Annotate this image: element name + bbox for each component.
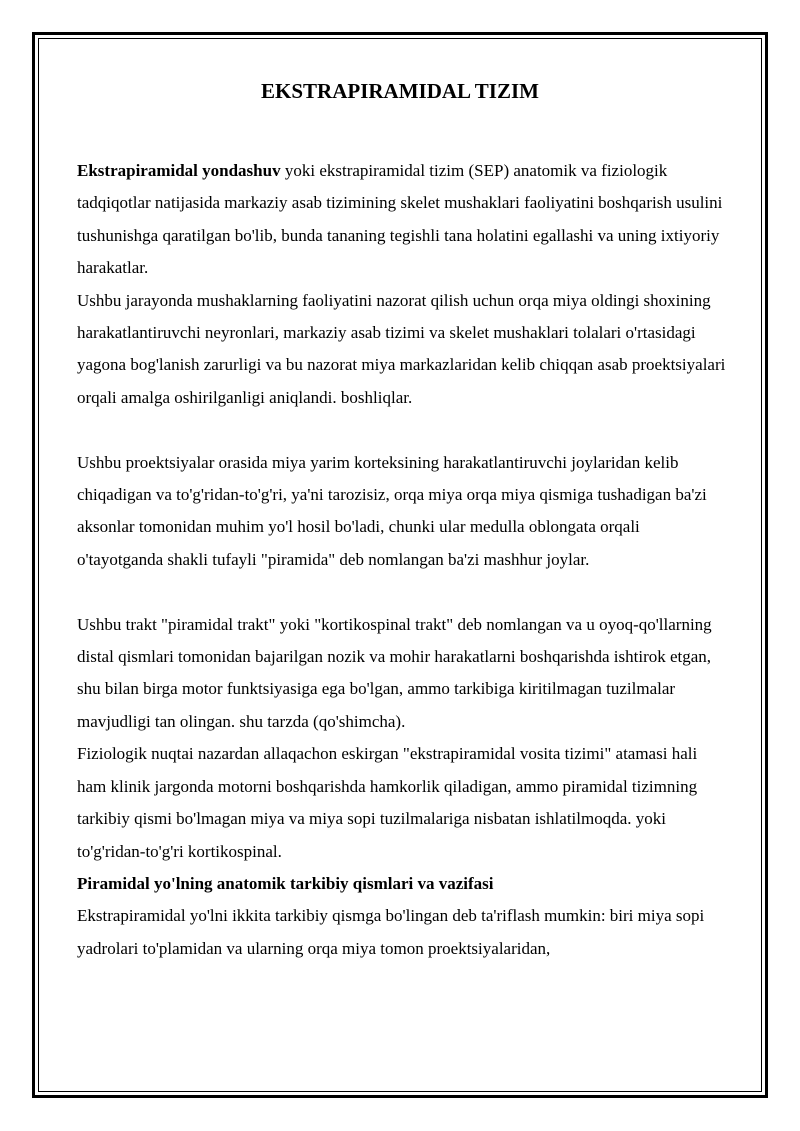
paragraph-gap xyxy=(77,414,728,446)
document-body xyxy=(77,155,728,965)
intro-bold-term: Ekstrapiramidal yondashuv xyxy=(77,161,281,180)
paragraph-5: Fiziologik nuqtai nazardan allaqachon eskirgan "ekstrapiramidal vosita tizimi" atamasi hali ham klinik jargonda motorni boshqarishda hamkorlik qiladigan, ammo piramidal tizimning tarkibiy qismi bo'lmagan miya va miya sopi tuzilmalariga nisbatan ishlatilmoqda. yoki to'g'ridan-to'g'ri kortikospinal. xyxy=(77,744,698,861)
paragraph-6: Ekstrapiramidal yo'lni ikkita tarkibiy qismga bo'lingan deb ta'riflash mumkin: biri miya sopi yadrolari to'plamidan va ularning orqa miya tomon proektsiyalaridan, xyxy=(77,906,705,958)
paragraph-3: Ushbu proektsiyalar orasida miya yarim korteksining harakatlantiruvchi joylaridan kelib chiqadigan va to'g'ridan-to'g'ri, ya'ni tarozisiz, orqa miya orqa miya qismiga tushadigan ba'zi aksonlar tomonidan muhim yo'l hosil bo'ladi, chunki ular medulla oblongata orqali o'tayotganda shakli tufayli "piramida" deb nomlangan ba'zi mashhur joylar. xyxy=(77,452,707,569)
paragraph-4: Ushbu trakt "piramidal trakt" yoki "kortikospinal trakt" deb nomlangan va u oyoq-qo'llarning distal qismlari tomonidan bajarilgan nozik va mohir harakatlarni boshqarishda ishtirok etgan, shu bilan birga motor funktsiyasiga ega bo'lgan, ammo tarkibiga kiritilmagan tuzilmalar mavjudligi tan olingan. shu tarzda (qo'shimcha). xyxy=(77,614,712,731)
page-title: EKSTRAPIRAMIDAL TIZIM xyxy=(261,79,539,103)
paragraph-gap xyxy=(77,576,728,608)
paragraph-2: Ushbu jarayonda mushaklarning faoliyatini nazorat qilish uchun orqa miya oldingi shoxining harakatlantiruvchi neyronlari, markaziy asab tizimi va skelet mushaklari tolalari o'rtasidagi yagona bog'lanish zarurligi va bu nazorat miya markazlaridan kelib chiqqan asab proektsiyalari orqali amalga oshirilganligi aniqlandi. boshliqlar. xyxy=(77,290,726,407)
intro-text: yoki ekstrapiramidal tizim (SEP) anatomik va fiziologik tadqiqotlar natijasida markaziy asab tizimining skelet mushaklari faoliyatini boshqarish usulini tushunishga qaratilgan bo'lib, bunda tananing tegishli tana holatini egallashi va uning ixtiyoriy harakatlar. xyxy=(77,161,723,278)
paragraph-intro xyxy=(77,155,728,285)
section-heading: Piramidal yo'lning anatomik tarkibiy qismlari va vazifasi xyxy=(77,873,494,893)
